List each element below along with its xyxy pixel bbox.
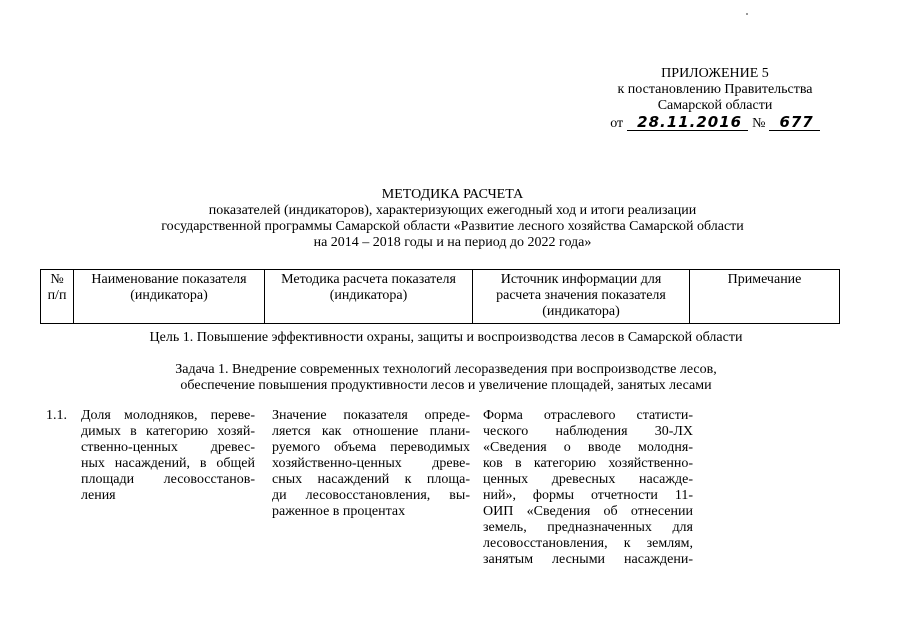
header-cell-source xyxy=(473,270,690,324)
header-note-line-1: Примечание xyxy=(727,272,802,287)
method-line: руемого объема переводимых xyxy=(272,440,470,455)
row-source xyxy=(483,408,693,568)
table-header-row xyxy=(41,270,840,324)
number-prefix: № xyxy=(752,116,766,131)
attachment-header xyxy=(560,66,870,132)
document-subtitle-1: показателей (индикаторов), характеризующих ежегодный ход и итоги реализации xyxy=(208,203,697,218)
source-line: земель, предназначенных для xyxy=(483,520,693,535)
method-line: ляется как отношение плани- xyxy=(272,424,470,439)
header-number-line-1: № xyxy=(50,272,64,287)
task-line-2: обеспечение повышения продуктивности лесов и увеличение площадей, занятых лесами xyxy=(180,378,712,393)
source-line: Форма отраслевого статисти- xyxy=(483,408,693,423)
source-line: «Сведения о вводе молодня- xyxy=(483,440,693,455)
source-line: ков в категорию хозяйственно- xyxy=(483,456,693,471)
name-line: ственно-ценных древес- xyxy=(81,440,255,455)
name-line: Доля молодняков, переве- xyxy=(81,408,255,423)
document-title: МЕТОДИКА РАСЧЕТА xyxy=(381,187,524,202)
source-line: ческого наблюдения 30-ЛХ xyxy=(483,424,693,439)
attachment-dateline xyxy=(560,114,870,132)
method-line: сных насаждений к площа- xyxy=(272,472,470,487)
row-number: 1.1. xyxy=(46,408,67,423)
header-cell-number xyxy=(41,270,74,324)
document-title-block xyxy=(60,187,845,251)
header-cell-name xyxy=(74,270,265,324)
method-line: ди лесовосстановления, вы- xyxy=(272,488,470,503)
scan-dot xyxy=(746,13,748,15)
source-line: занятым лесными насаждени- xyxy=(483,552,693,567)
document-subtitle-2: государственной программы Самарской области «Развитие лесного хозяйства Самарской области xyxy=(161,219,744,234)
header-method-line-1: Методика расчета показателя xyxy=(281,272,456,287)
header-cell-note xyxy=(690,270,840,324)
document-subtitle-3: на 2014 – 2018 годы и на период до 2022 года» xyxy=(313,235,592,250)
header-number-line-2: п/п xyxy=(47,288,67,303)
header-source-line-3: (индикатора) xyxy=(542,304,620,319)
date-prefix: от xyxy=(610,116,624,131)
header-name-line-1: Наименование показателя xyxy=(91,272,247,287)
task-heading xyxy=(40,362,852,394)
header-method-line-2: (индикатора) xyxy=(329,288,408,303)
handwritten-number: 677 xyxy=(769,114,819,131)
handwritten-date: 28.11.2016 xyxy=(627,114,748,131)
name-line: ных насаждений, в общей xyxy=(81,456,255,471)
name-line: площади лесовосстанов- xyxy=(81,472,255,487)
source-line: ОИП «Сведения об отнесении xyxy=(483,504,693,519)
attachment-title: ПРИЛОЖЕНИЕ 5 xyxy=(661,66,769,81)
task-line-1: Задача 1. Внедрение современных технологий лесоразведения при воспроизводстве лесов, xyxy=(175,362,717,377)
header-source-line-1: Источник информации для xyxy=(500,272,662,287)
attachment-line-2: Самарской области xyxy=(657,98,773,113)
method-line: хозяйственно-ценных древе- xyxy=(272,456,470,471)
header-cell-method xyxy=(265,270,473,324)
indicator-table-header xyxy=(40,269,840,324)
method-line: раженное в процентах xyxy=(272,504,406,519)
header-source-line-2: расчета значения показателя xyxy=(496,288,666,303)
name-line: ления xyxy=(81,488,116,503)
source-line: лесовосстановления, к землям, xyxy=(483,536,693,551)
source-line: ценных древесных насажде- xyxy=(483,472,693,487)
header-name-line-2: (индикатора) xyxy=(130,288,208,303)
name-line: димых в категорию хозяй- xyxy=(81,424,255,439)
source-line: ний», формы отчетности 11- xyxy=(483,488,693,503)
attachment-line-1: к постановлению Правительства xyxy=(617,82,813,97)
goal-heading: Цель 1. Повышение эффективности охраны, защиты и воспроизводства лесов в Самарской области xyxy=(149,330,743,345)
row-method xyxy=(272,408,470,520)
method-line: Значение показателя опреде- xyxy=(272,408,470,423)
row-indicator-name xyxy=(81,408,255,504)
